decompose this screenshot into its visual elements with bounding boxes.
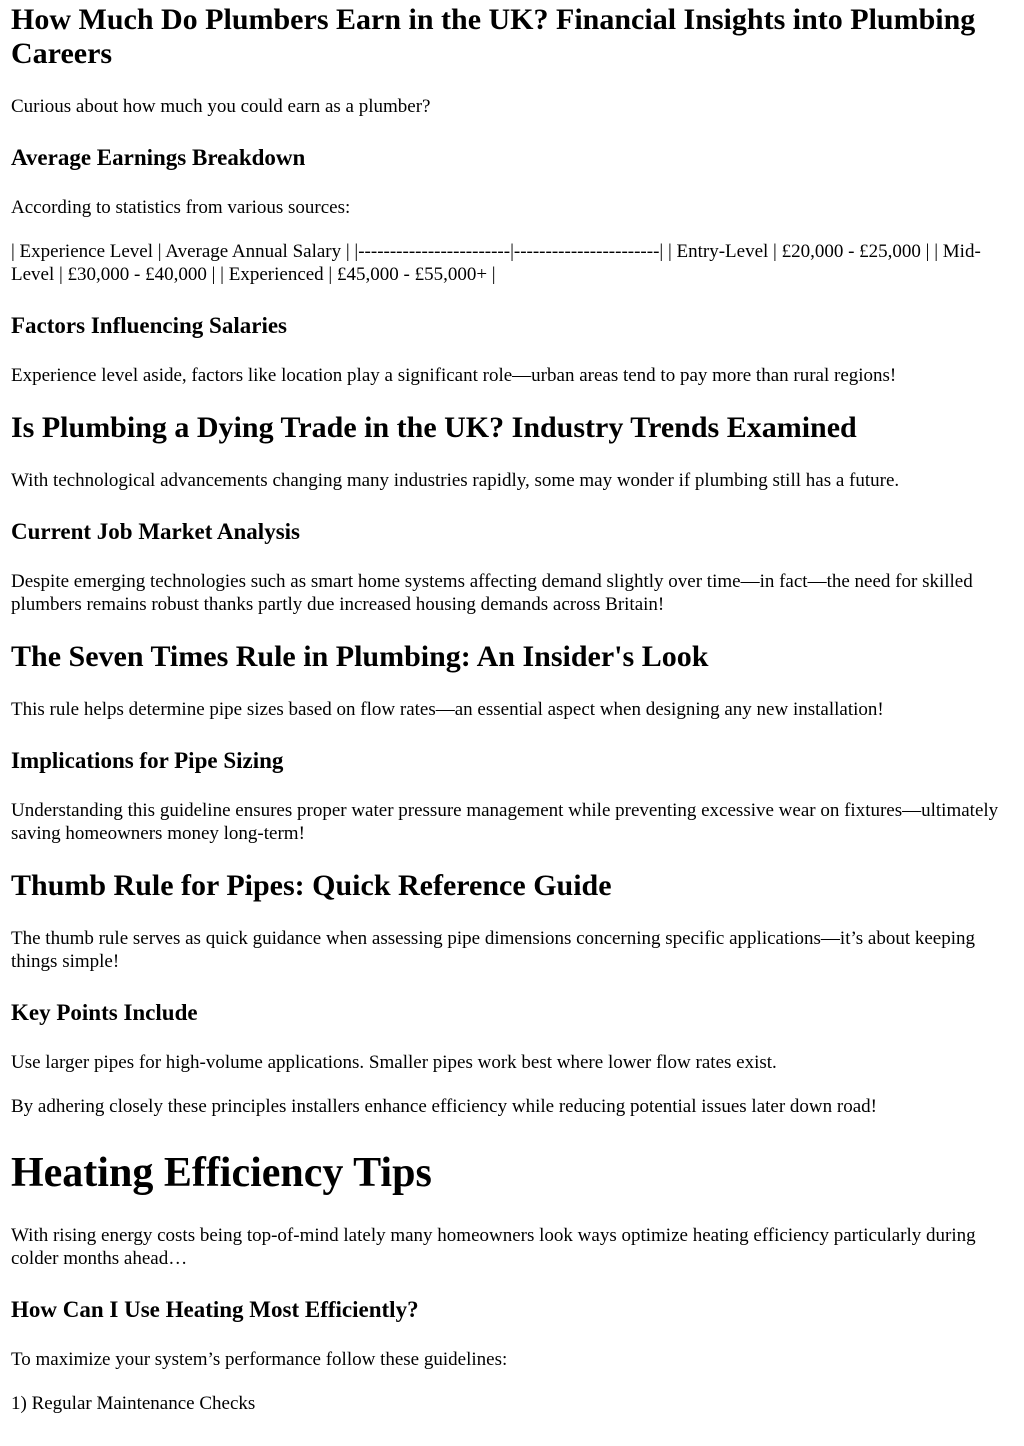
heading-pipe-sizing: Implications for Pipe Sizing <box>11 748 284 773</box>
paragraph-curious-earnings: Curious about how much you could earn as a plumber? <box>11 96 431 117</box>
paragraph-location-factors: Experience level aside, factors like location play a significant role—urban areas tend to pay more than rural regions! <box>11 365 897 386</box>
paragraph-pipe-sizes: Use larger pipes for high-volume applications. Smaller pipes work best where lower flow rates exist. <box>11 1052 777 1073</box>
paragraph-job-market: Despite emerging technologies such as smart home systems affecting demand slightly over time—in fact—the need for skilled plumbers remains robust thanks partly due increased housing demands across Britain! <box>11 571 973 615</box>
paragraph-pipe-sizing: Understanding this guideline ensures proper water pressure management while preventing excessive wear on fixtures—ultimately saving homeowners money long-term! <box>11 800 999 844</box>
heading-plumber-earnings: How Much Do Plumbers Earn in the UK? Financial Insights into Plumbing Careers <box>11 3 976 70</box>
paragraph-statistics-sources: According to statistics from various sources: <box>11 197 351 218</box>
paragraph-adhering-principles: By adhering closely these principles installers enhance efficiency while reducing potential issues later down road! <box>11 1096 877 1117</box>
heading-dying-trade: Is Plumbing a Dying Trade in the UK? Industry Trends Examined <box>11 411 857 444</box>
paragraph-technology-future: With technological advancements changing many industries rapidly, some may wonder if plumbing still has a future. <box>11 470 900 491</box>
heading-average-earnings: Average Earnings Breakdown <box>11 145 306 170</box>
paragraph-thumb-rule: The thumb rule serves as quick guidance when assessing pipe dimensions concerning specific applications—it’s about keeping things simple! <box>11 928 976 972</box>
heading-seven-times-rule: The Seven Times Rule in Plumbing: An Insider's Look <box>11 640 709 673</box>
paragraph-maximize-performance: To maximize your system’s performance follow these guidelines: <box>11 1349 508 1370</box>
paragraph-heating-costs: With rising energy costs being top-of-mind lately many homeowners look ways optimize heating efficiency particularly during colder months ahead… <box>11 1225 976 1269</box>
heading-factors-salaries: Factors Influencing Salaries <box>11 313 287 338</box>
heading-job-market: Current Job Market Analysis <box>11 519 300 544</box>
heading-heating-efficiently: How Can I Use Heating Most Efficiently? <box>11 1297 419 1322</box>
paragraph-salary-table-text: | Experience Level | Average Annual Salary | |------------------------|-----------------------| | Entry-Level | £20,000 - £25,000 | | Mid-Level | £30,000 - £40,000 | | Experienced | £45,000 - £55,000+ | <box>11 241 981 285</box>
paragraph-seven-times-rule: This rule helps determine pipe sizes based on flow rates—an essential aspect when designing any new installation! <box>11 699 884 720</box>
paragraph-maintenance-checks: 1) Regular Maintenance Checks <box>11 1393 256 1414</box>
heading-key-points: Key Points Include <box>11 1000 198 1025</box>
heading-heating-efficiency: Heating Efficiency Tips <box>11 1150 432 1196</box>
heading-thumb-rule: Thumb Rule for Pipes: Quick Reference Guide <box>11 869 612 902</box>
